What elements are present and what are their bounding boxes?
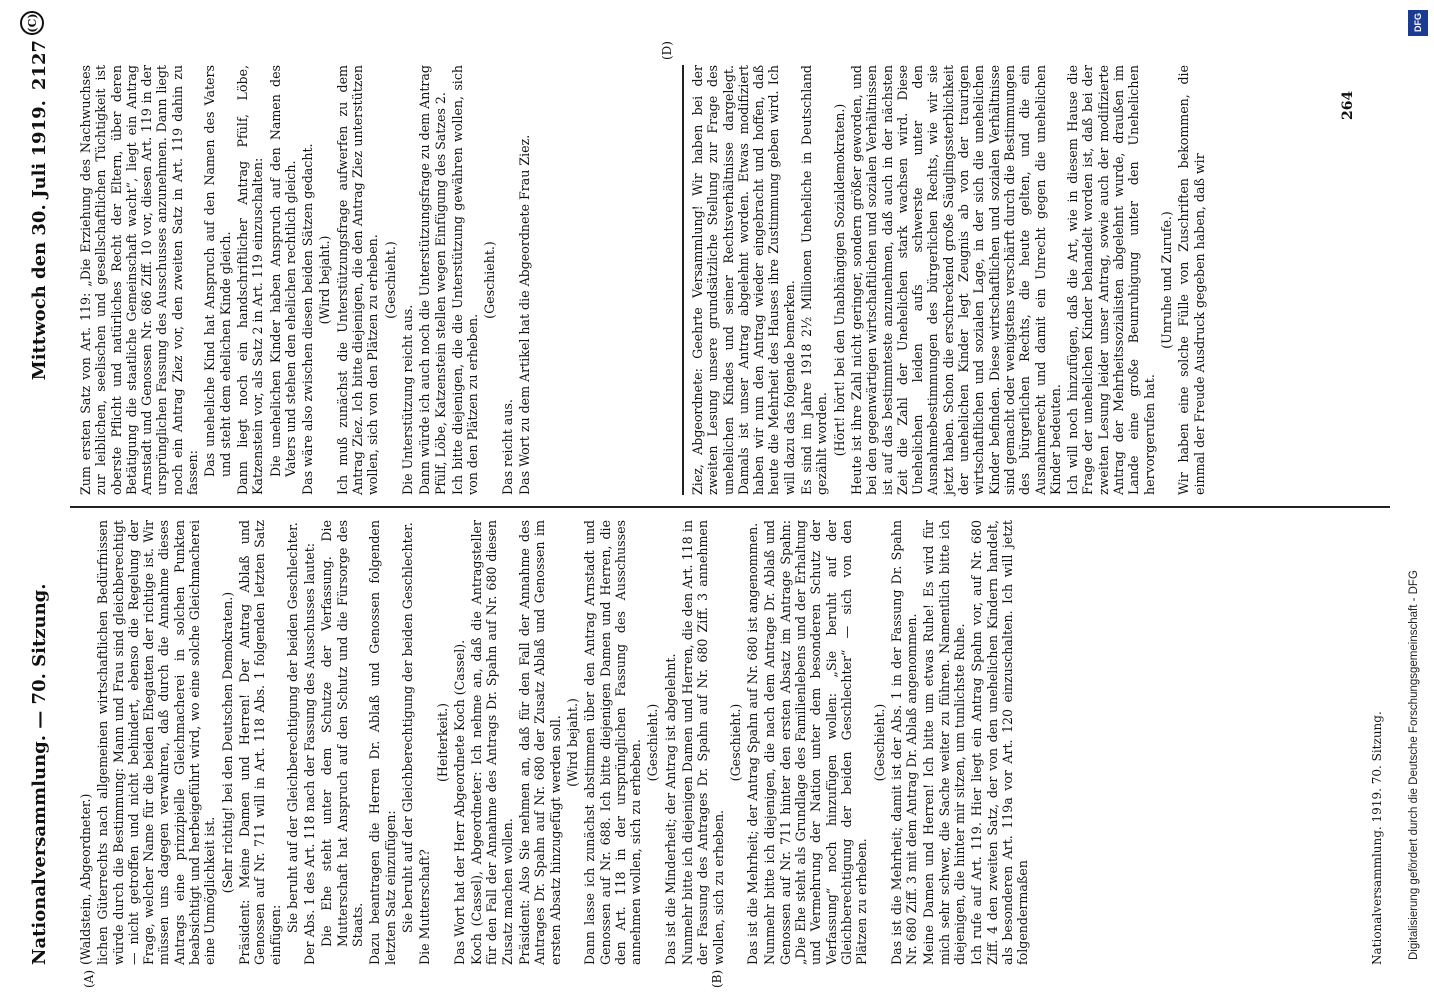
paragraph: Präsident: Also Sie nehmen an, daß für den Fall der Annahme des Antrages Dr. Spahn auf Nr. 680 der Zusatz Ablaß und Genossen im ersten Absatz hinzugefügt werden soll. <box>517 520 563 965</box>
paragraph: Ich will noch hinzufügen, daß die Art, wie in diesem Hause die Frage der unehelichen Kinder behandelt worden ist, daß bei der zweiten Lesung leider unser Antrag, sowie auch der modifizierte Antrag der Mehrheitssozialisten abgelehnt wurde, draußen im Lande eine große Beunruhigung unter den Unehelichen hervorgerufen hat. <box>1065 65 1157 495</box>
paragraph: Die Ehe steht unter dem Schutze der Verfassung. Die Mutterschaft hat Anspruch auf den Schutz und die Fürsorge des Staats. <box>319 520 366 947</box>
header-left: Nationalversammlung. — 70. Sitzung. <box>28 583 50 965</box>
paragraph: Dann liegt noch ein handschriftlicher Antrag Pfülf, Löbe, Katzenstein vor, als Satz 2 in Art. 119 einzuschalten: <box>234 65 266 495</box>
left-column <box>78 520 1033 965</box>
paragraph: Das reicht aus. <box>499 399 515 495</box>
paragraph: Heute ist ihre Zahl nicht geringer, sondern größer geworden, und bei den gegenwärtigen wirtschaftlichen und sozialen Verhältnissen ist auf das bestimmteste anzunehmen, daß auch in der nächsten Zeit die Zahl der Unehelichen stark wachsen wird. Diese Unehelichen leiden aufs schwerste unter den Ausnahmebestimmungen des bürgerlichen Rechts, wie wir sie jetzt haben. Schon die erschreckend große Säuglingssterblichkeit der unehelichen Kinder legt Zeugnis ab von der traurigen wirtschaftlichen und sozialen Lage, in der sich die unehelichen Kinder befinden. Diese wirtschaftlichen und sozialen Verhältnisse sind gemacht oder wenigstens verschärft durch die Bestimmungen des bürgerlichen Rechts, die heute gelten, und die ein Ausnahmerecht und damit ein Unrecht gegen die unehelichen Kinder bedeuten. <box>848 65 1063 495</box>
paragraph: (Sehr richtig! bei den Deutschen Demokraten.) <box>219 591 235 894</box>
page-header <box>18 40 60 965</box>
paragraph: (Geschieht.) <box>727 703 743 782</box>
paragraph: Die Unterstützung reicht aus. <box>399 304 415 495</box>
paragraph: Der Abs. 1 des Art. 118 nach der Fassung des Ausschusses lautet: <box>302 542 318 965</box>
paragraph: (Geschieht.) <box>382 241 398 319</box>
paragraph: (Wird bejaht.) <box>317 235 333 325</box>
paragraph: Dazu beantragen die Herren Dr. Ablaß und Genossen folgenden letzten Satz einzufügen: <box>367 520 398 965</box>
paragraph: Nunmehr bitte ich diejenigen, die nach dem Antrage Dr. Ablaß und Genossen auf Nr. 711 hinter den ersten Absatz im Antrage Spahn: „Die Ehe steht als Grundlage des Familienlebens und der Erhaltung und Vermehrung der Nation unter dem besonderen Schutz der Verfassung“ noch hinzufügen wollen: „Sie beruht auf der Gleichberechtigung der beiden Geschlechter“ — sich von den Plätzen zu erheben. <box>762 520 870 965</box>
paragraph: Zum ersten Satz von Art. 119: „Die Erziehung des Nachwuchses zur leiblichen, seelischen und gesellschaftlichen Tüchtigkeit ist oberste Pflicht und natürliches Recht der Eltern, über deren Betätigung die staatliche Gemeinschaft wacht“, liegt ein Antrag Arnstadt und Genossen Nr. 686 Ziff. 10 vor, diesen Art. 119 in der ursprünglichen Fassung des Ausschusses anzunehmen. Dann liegt noch ein Antrag Ziez vor, den zweiten Satz in Art. 119 dahin zu fassen: <box>78 65 201 495</box>
right-column-bottom <box>690 65 1209 495</box>
paragraph: (Heiterkeit.) <box>434 703 450 782</box>
page-number: 2127 <box>28 40 50 91</box>
signature-number: 264 <box>1340 90 1356 120</box>
right-column-top <box>78 65 534 495</box>
paragraph: (Geschieht.) <box>645 703 661 782</box>
paragraph: Das ist die Mehrheit; der Antrag Spahn auf Nr. 680 ist angenommen. <box>745 522 761 965</box>
marker-d: (D) <box>660 41 674 60</box>
section-divider <box>682 65 684 495</box>
paragraph: Ich rufe auf Art. 119. Hier liegt ein Antrag Spahn vor, auf Nr. 680 Ziff. 4 den zweiten Satz, der von den unehelichen Kindern handelt, als besonderen Art. 119a vor Art. 120 einzuschalten. Ich will jetzt folgendermaßen <box>969 520 1031 965</box>
paragraph: Die Mutterschaft? <box>417 849 433 965</box>
paragraph: Ich bitte diejenigen, die die Unterstützung gewähren wollen, sich von den Plätzen zu erheben. <box>449 65 481 495</box>
paragraph: Koch (Cassel), Abgeordneter: Ich nehme an, daß die Antragsteller für den Fall der Annahme des Antrags Dr. Spahn auf Nr. 680 diesen Zusatz machen wollen. <box>469 520 515 965</box>
header-right: Mittwoch den 30. Juli 1919. <box>28 100 50 381</box>
paragraph: Die unehelichen Kinder haben Anspruch auf den Namen des Vaters und stehen den ehelichen rechtlich gleich. <box>267 65 298 477</box>
paragraph: (Wird bejaht.) <box>564 698 580 787</box>
paragraph: Ich muß zunächst die Unterstützungsfrage aufwerfen zu dem Antrag Ziez. Ich bitte diejenigen, die den Antrag Ziez unterstützen wollen, sich von den Plätzen zu erheben. <box>334 65 381 495</box>
paragraph: Es sind im Jahre 1918 2½ Millionen Uneheliche in Deutschland gezählt worden. <box>799 65 830 495</box>
paragraph: (Hört! hört! bei den Unabhängigen Sozialdemokraten.) <box>831 103 847 457</box>
paragraph: (Waldstein, Abgeordneter.) <box>78 793 93 965</box>
paragraph: Dann würde ich auch noch die Unterstützungsfrage zu dem Antrag Pfülf, Löbe, Katzenstein stellen wegen Einfügung des Satzes 2. <box>417 65 448 495</box>
sidebar-text: Digitalisierung gefördert durch die Deutsche Forschungsgemeinschaft - DFG <box>1408 570 1420 960</box>
paragraph: Nunmehr bitte ich diejenigen Damen und Herren, die den Art. 118 in der Fassung des Antrages Dr. Spahn auf Nr. 680 Ziff. 3 annehmen wollen, sich zu erheben. <box>679 520 726 965</box>
paragraph: lichen Güterrechts nach allgemeinen wirtschaftlichen Bedürfnissen würde durch die Bestimmung: Mann und Frau sind gleichberechtigt — nicht getroffen und nicht behindert, ebenso die Regelung der Frage, welcher Name für die beiden Ehegatten der richtige ist. Wir müssen uns dagegen verwahren, daß durch die Annahme dieses Antrags eine prinzipielle Gleichmacherei in solchen Punkten beabsichtigt und herbeigeführt wird, wo eine solche Gleichmacherei eine Unmöglichkeit ist. <box>95 520 218 965</box>
paragraph: (Geschieht.) <box>871 703 887 782</box>
paragraph: Das ist die Minderheit; der Antrag ist abgelehnt. <box>662 653 678 965</box>
paragraph: Sie beruht auf der Gleichberechtigung der beiden Geschlechter. <box>284 522 300 933</box>
paragraph: Sie beruht auf der Gleichberechtigung der beiden Geschlechter. <box>399 522 415 933</box>
column-divider <box>70 506 1390 508</box>
paragraph: Meine Damen und Herren! Ich bitte um etwas Ruhe! Es wird für mich sehr schwer, die Sache weiter zu führen. Namentlich bitte ich diejenigen, die hinter mir sitzen, um tunlichste Ruhe. <box>921 520 968 965</box>
paragraph: Das Wort hat der Herr Abgeordnete Koch (Cassel). <box>451 639 467 965</box>
page-footer: Nationalversammlung. 1919. 70. Sitzung. <box>1370 711 1384 965</box>
paragraph: (Geschieht.) <box>482 241 498 319</box>
paragraph: Präsident: Meine Damen und Herren! Der Antrag Ablaß und Genossen auf Nr. 711 will in Art. 118 Abs. 1 folgenden letzten Satz einfügen: <box>236 520 283 965</box>
circle-c-icon: (C) <box>20 11 44 35</box>
paragraph: Wir haben eine solche Fülle von Zuschriften bekommen, die einmal der Freude Ausdruck gegeben haben, daß wir <box>1176 65 1207 495</box>
dfg-logo-icon: DFG <box>1408 10 1428 36</box>
paragraph: Dann lasse ich zunächst abstimmen über den Antrag Arnstadt und Genossen auf Nr. 688. Ich bitte diejenigen Damen und Herren, die den Art. 118 in der ursprünglichen Fassung des Ausschusses annehmen wollen, sich zu erheben. <box>582 520 644 965</box>
sidebar <box>1408 40 1430 960</box>
marker-a: (A) <box>82 969 96 988</box>
paragraph: (Unruhe und Zurufe.) <box>1158 211 1174 349</box>
paragraph: Das uneheliche Kind hat Anspruch auf den Namen des Vaters und steht dem ehelichen Kinde gleich. <box>202 65 233 477</box>
marker-b: (B) <box>710 969 724 988</box>
paragraph: Ziez, Abgeordnete: Geehrte Versammlung! Wir haben bei der zweiten Lesung unsere grundsätzliche Stellung zur Frage des unehelichen Kindes und seiner Rechtsverhältnisse dargelegt. Damals ist unser Antrag abgelehnt worden. Etwas modifiziert haben wir nun den Antrag wieder eingebracht und hoffen, daß heute die Mehrheit des Hauses ihre Zustimmung geben wird. Ich will dazu das folgende bemerken. <box>690 65 797 495</box>
paragraph: Das Wort zu dem Artikel hat die Abgeordnete Frau Ziez. <box>517 134 533 495</box>
paragraph: Das ist die Mehrheit; damit ist der Abs. 1 in der Fassung Dr. Spahn Nr. 680 Ziff. 3 mit dem Antrag Dr. Ablaß angenommen. <box>888 520 920 965</box>
paragraph: Das wäre also zwischen diesen beiden Sätzen gedacht. <box>300 143 316 495</box>
